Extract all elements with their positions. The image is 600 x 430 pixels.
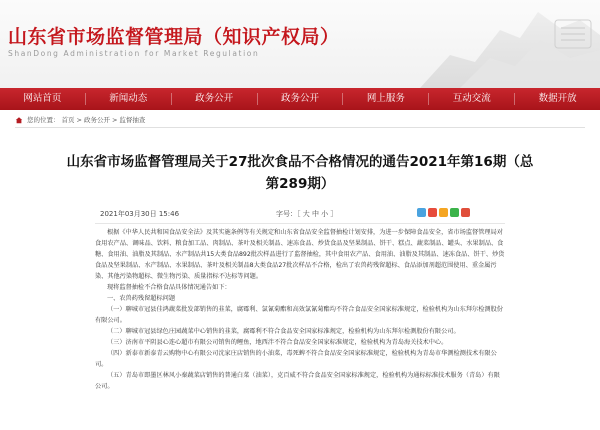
body-paragraph: （三）济南市平阴县心连心超市有限公司销售的鲤鱼，地西泮不符合食品安全国家标准规定，检验机构为青岛海关技术中心。 [107, 339, 448, 346]
share-icon[interactable] [461, 208, 470, 217]
home-icon [15, 116, 23, 124]
font-size-selector[interactable]: 字号：［ 大 中 小 ］ [276, 210, 338, 218]
share-bar [417, 208, 470, 217]
share-icon[interactable] [439, 208, 448, 217]
breadcrumb [15, 115, 147, 124]
breadcrumb-separator: > [111, 115, 118, 124]
nav-gov-affairs-2[interactable]: 政务公开 [281, 93, 320, 104]
nav-news[interactable]: 新闻动态 [109, 93, 148, 104]
breadcrumb-home[interactable]: 首页 [61, 116, 75, 124]
body-paragraph: （四）新泰市新泰青云购物中心有限公司沈家庄店销售的小油菜，毒死蜱不符合食品安全国家标准规定，检验机构为青岛市华测检测技术有限公司。 [95, 350, 497, 368]
meta-divider [95, 223, 505, 224]
nav-gov-affairs[interactable]: 政务公开 [195, 93, 234, 104]
article-body [95, 227, 505, 392]
body-paragraph: 现将监督抽检不合格食品具体情况通告如下： [107, 284, 231, 291]
body-paragraph: 根据《中华人民共和国食品安全法》及其实施条例等有关规定和山东省食品安全监督抽检计划安排，为进一步保障食品安全，省市场监督管理局对食用农产品、调味品、饮料、粮食加工品、肉制品、茶叶及相关制品、速冻食品、炒货食品及坚果制品、饼干、糕点、蔬菜制品、罐头、水果制品、食糖、食用油、油脂及其制品、水产制品共15大类食品892批次样品进行了监督抽检，其中食用农产品、食用油、油脂及其制品、速冻食品、饼干、炒货食品及坚果制品、水产制品、水果制品、茶叶及相关制品8大类食品27批次样品不合格，检出了农兽药残留超标、食品添加剂超范围使用、重金属污染、其他污染物超标、微生物污染、质量指标不达标等问题。 [95, 229, 505, 280]
mountain-logo-icon [420, 0, 600, 88]
article-meta [100, 209, 500, 221]
body-paragraph: （五）青岛市即墨区林风小秦蔬菜店销售的普通白菜（油菜），克百威不符合食品安全国家标准规定，检验机构为通标标准技术服务（青岛）有限公司。 [95, 372, 500, 390]
site-header [0, 0, 600, 88]
share-icon[interactable] [450, 208, 459, 217]
breadcrumb-separator: > [76, 115, 82, 124]
publish-date: 2021年03月30日 15:46 [100, 210, 180, 218]
site-title[interactable]: 山东省市场监督管理局（知识产权局） [8, 26, 340, 48]
article-title: 山东省市场监督管理局关于27批次食品不合格情况的通告2021年第16期（总第289期） [66, 154, 534, 192]
share-icon[interactable] [417, 208, 426, 217]
breadcrumb-inspection[interactable]: 监督抽查 [119, 116, 146, 124]
nav-online-service[interactable]: 网上服务 [366, 93, 405, 104]
breadcrumb-prefix: 您的位置： [27, 116, 60, 124]
nav-home[interactable]: 网站首页 [23, 93, 62, 104]
nav-open-data[interactable]: 数据开放 [538, 93, 577, 104]
site-subtitle: ShanDong Administration for Market Regulation [8, 49, 260, 58]
breadcrumb-gov-affairs[interactable]: 政务公开 [83, 116, 110, 124]
nav-interaction[interactable]: 互动交流 [452, 93, 491, 104]
share-icon[interactable] [428, 208, 437, 217]
main-nav [0, 88, 600, 110]
breadcrumb-divider [15, 127, 585, 128]
body-paragraph: 一、农兽药残留超标问题 [107, 295, 176, 302]
body-paragraph: （一）聊城市冠县佳鸿蔬菜批发部销售的韭菜，腐霉利、氯氰菊酯和高效氯氰菊酯均不符合食品安全国家标准规定，检验机构为山东拜尔检测股份有限公司。 [95, 306, 503, 324]
body-paragraph: （二）聊城市冠县绿色庄园蔬菜中心销售的韭菜，腐霉利不符合食品安全国家标准规定，检验机构为山东拜尔检测股份有限公司。 [107, 328, 460, 335]
